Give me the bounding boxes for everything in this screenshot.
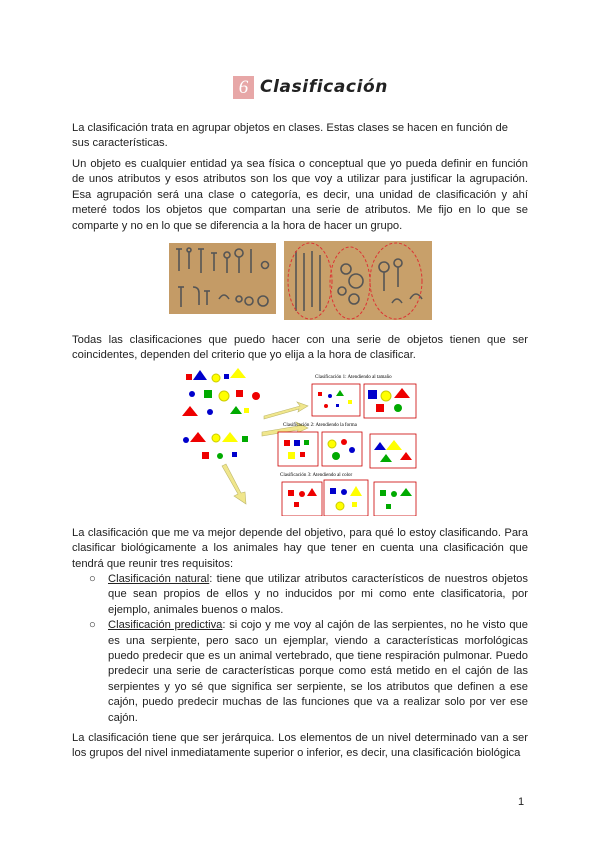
page-number: 1 <box>518 796 525 808</box>
section-heading <box>0 76 600 100</box>
list-item <box>72 618 528 726</box>
requirement-text: : tiene que utilizar atributos característicos de nuestros objetos que sean propios de ellos y no inducidos por mi como ente clasificatoria, por ejemplo, animales buenos o malos. <box>108 573 528 616</box>
photo-hardware-unsorted <box>169 243 276 314</box>
paragraph-hierarchical: La clasificación tiene que ser jerárquica. Los elementos de un nivel determinado van a ser los grupos del nivel inmediatamente superior o inferior, es decir, una clasificación biológica <box>72 732 528 760</box>
bullet-circle-icon: ○ <box>89 619 96 632</box>
list-item <box>72 572 528 618</box>
requirement-text: : si cojo y me voy al cajón de las serpientes, no he visto que es una serpiente, pero saco un ejemplar, viendo a características morfológicas puedo predecir que es un animal vertebrado, que tiene respiración pulmonar. Puedo predecir una serie de características porque como está metido en el cajón de las serpientes y yo sé que significa ser serpiente, se los atributos que definen a ese cajón, puedo predecir muchas de las funciones que va a realizar solo por ver ese cajón. <box>108 619 528 724</box>
diagram-label-size: Clasificación 1: Atendiendo al tamaño <box>315 375 392 380</box>
diagram-label-color: Clasificación 3: Atendiendo al color <box>280 473 353 478</box>
paragraph-definition: La clasificación trata en agrupar objetos en clases. Estas clases se hacen en función de sus características. <box>72 122 508 150</box>
section-title: Clasificación <box>260 77 388 97</box>
bullet-circle-icon: ○ <box>89 573 96 585</box>
requirement-term: Clasificación predictiva <box>108 619 223 632</box>
photo-hardware-grouped <box>284 241 432 320</box>
requirements-list <box>72 572 528 726</box>
classification-diagram <box>180 366 420 516</box>
paragraph-object: Un objeto es cualquier entidad ya sea física o conceptual que yo pueda definir en función de unos atributos y esos atributos son los que voy a utilizar para justificar la agrupación. Esa agrupación será una clase o categoría, es decir, una unidad de clasificación y ahí meteré todos los objetos que compartan una serie de atributos. Me fijo en lo que se comparte y no en lo que se diferencia a la hora de hacer un grupo. <box>72 158 528 232</box>
requirement-term: Clasificación natural <box>108 573 210 585</box>
paragraph-objective: La clasificación que me va mejor depende del objetivo, para qué lo estoy clasificando. Para clasificar biológicamente a los animales hay que tener en cuenta una clasificación que tendrá que reunir tres requisitos: <box>72 527 528 570</box>
diagram-label-shape: Clasificación 2: Atendiendo la forma <box>283 423 357 428</box>
unsorted-shapes <box>182 368 260 459</box>
paragraph-coincident: Todas las clasificaciones que puedo hacer con una serie de objetos tienen que ser coincidentes, dependen del criterio que yo elija a la hora de clasificar. <box>72 334 528 362</box>
section-number-badge: 6 <box>233 76 254 99</box>
